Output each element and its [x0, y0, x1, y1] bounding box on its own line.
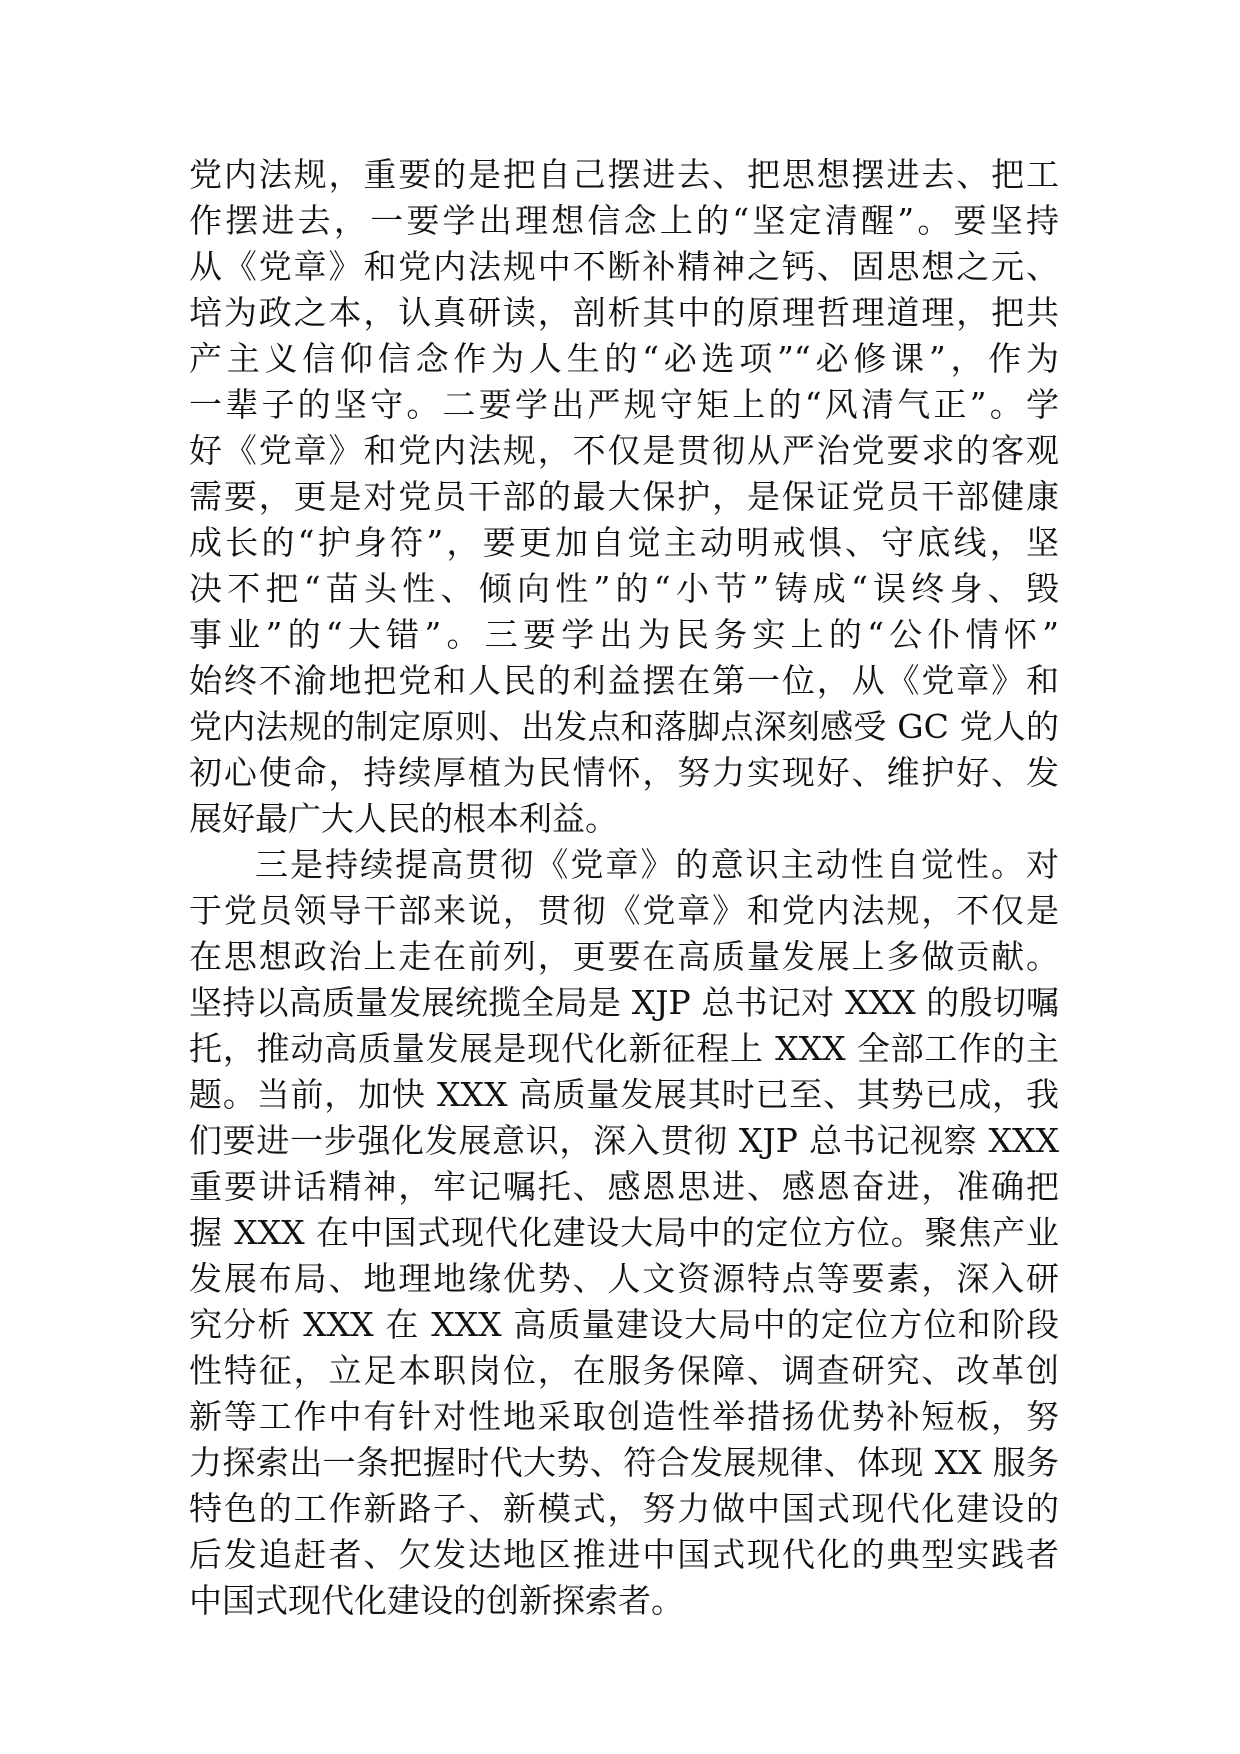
text-line: 从《党章》和党内法规中不断补精神之钙、固思想之元、 — [189, 247, 1059, 286]
paragraph-end-line: 中国式现代化建设的创新探索者。 — [189, 1581, 684, 1620]
text-line: 重要讲话精神，牢记嘱托、感恩思进、感恩奋进，准确把 — [189, 1167, 1059, 1206]
text-line: 题。当前，加快 XXX 高质量发展其时已至、其势已成，我 — [189, 1075, 1059, 1114]
text-line: 产主义信仰信念作为人生的“必选项”“必修课”，作为 — [189, 339, 1059, 378]
text-line: 发展布局、地理地缘优势、人文资源特点等要素，深入研 — [189, 1259, 1059, 1298]
text-line: 事业”的“大错”。三要学出为民务实上的“公仆情怀” — [189, 615, 1059, 654]
text-line: 力探索出一条把握时代大势、符合发展规律、体现 XX 服务 — [189, 1443, 1059, 1482]
text-line: 新等工作中有针对性地采取创造性举措扬优势补短板，努 — [189, 1397, 1059, 1436]
text-line: 后发追赶者、欠发达地区推进中国式现代化的典型实践者 — [189, 1535, 1059, 1574]
text-line: 握 XXX 在中国式现代化建设大局中的定位方位。聚焦产业 — [189, 1213, 1059, 1252]
text-line: 需要，更是对党员干部的最大保护，是保证党员干部健康 — [189, 477, 1059, 516]
text-line: 坚持以高质量发展统揽全局是 XJP 总书记对 XXX 的殷切嘱 — [189, 983, 1059, 1022]
text-line: 特色的工作新路子、新模式，努力做中国式现代化建设的 — [189, 1489, 1059, 1528]
text-line: 培为政之本，认真研读，剖析其中的原理哲理道理，把共 — [189, 293, 1059, 332]
text-line: 好《党章》和党内法规，不仅是贯彻从严治党要求的客观 — [189, 431, 1059, 470]
text-line: 们要进一步强化发展意识，深入贯彻 XJP 总书记视察 XXX — [189, 1121, 1059, 1160]
text-line: 决不把“苗头性、倾向性”的“小节”铸成“误终身、毁 — [189, 569, 1059, 608]
text-line: 成长的“护身符”，要更加自觉主动明戒惧、守底线，坚 — [189, 523, 1059, 562]
paragraph-end-line: 展好最广大人民的根本利益。 — [189, 799, 618, 838]
text-line: 在思想政治上走在前列，更要在高质量发展上多做贡献。 — [189, 937, 1059, 976]
text-line: 始终不渝地把党和人民的利益摆在第一位，从《党章》和 — [189, 661, 1059, 700]
text-line: 一辈子的坚守。二要学出严规守矩上的“风清气正”。学 — [189, 385, 1059, 424]
text-line: 性特征，立足本职岗位，在服务保障、调查研究、改革创 — [189, 1351, 1059, 1390]
text-line: 于党员领导干部来说，贯彻《党章》和党内法规，不仅是 — [189, 891, 1059, 930]
text-line: 托，推动高质量发展是现代化新征程上 XXX 全部工作的主 — [189, 1029, 1059, 1068]
text-line: 作摆进去，一要学出理想信念上的“坚定清醒”。要坚持 — [189, 201, 1059, 240]
text-line: 党内法规的制定原则、出发点和落脚点深刻感受 GC 党人的 — [189, 707, 1059, 746]
paragraph-first-line: 三是持续提高贯彻《党章》的意识主动性自觉性。对 — [255, 845, 1059, 884]
text-line: 初心使命，持续厚植为民情怀，努力实现好、维护好、发 — [189, 753, 1059, 792]
body-text — [189, 152, 1059, 1624]
text-line: 究分析 XXX 在 XXX 高质量建设大局中的定位方位和阶段 — [189, 1305, 1059, 1344]
text-line: 党内法规，重要的是把自己摆进去、把思想摆进去、把工 — [189, 155, 1059, 194]
